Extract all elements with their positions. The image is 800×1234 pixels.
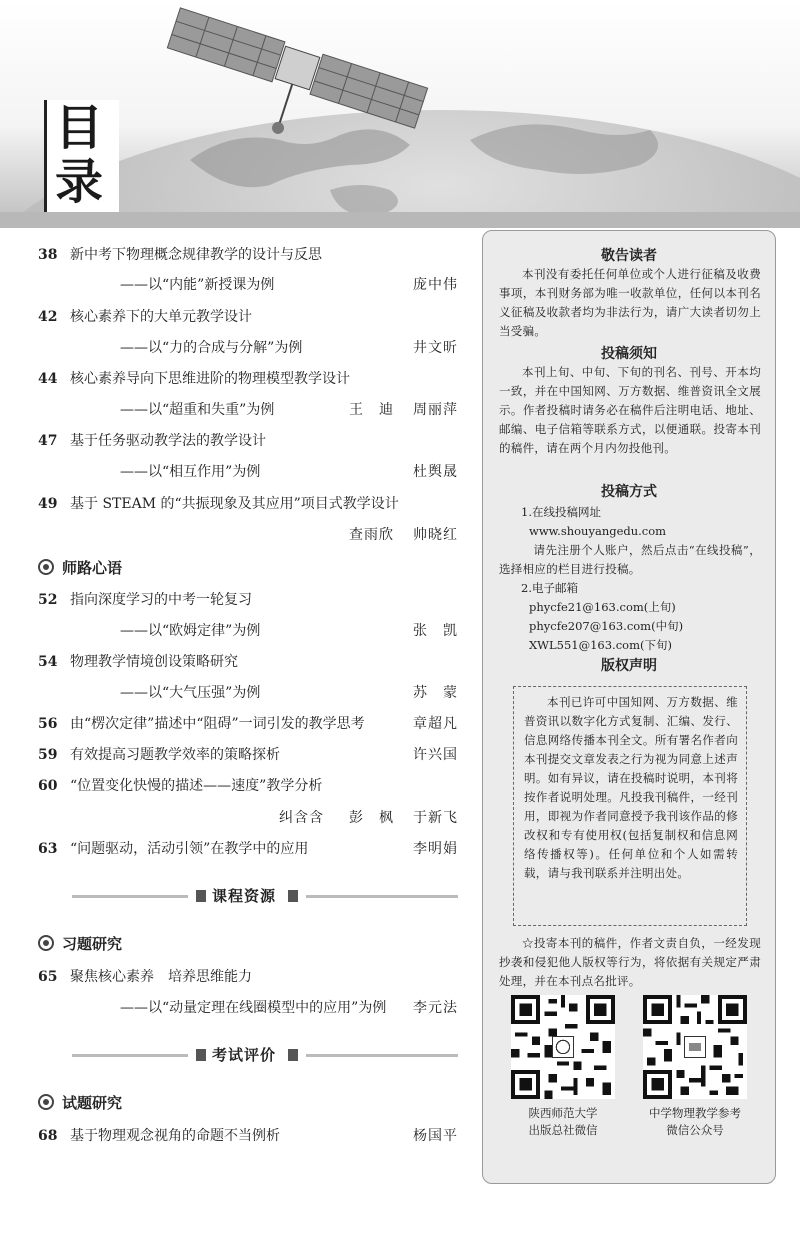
qr-caption-line: 微信公众号 (666, 1123, 724, 1137)
toc-author: 章超凡 (413, 716, 458, 732)
toc-author: 纠含含 (279, 810, 324, 826)
toc-entry-52[interactable] (38, 588, 458, 612)
toc-title: 基于 STEAM 的“共振现象及其应用”项目式教学设计 (70, 496, 399, 512)
toc-entry-44[interactable] (38, 367, 458, 391)
divider-marker-icon (196, 1049, 206, 1061)
toc-page-number: 49 (38, 496, 58, 512)
toc-subtitle-row (38, 996, 458, 1020)
copyright-title: 版权声明 (601, 658, 657, 674)
toc-title: 物理教学情境创设策略研究 (70, 654, 238, 670)
toc-author: 井文昕 (413, 340, 458, 356)
toc-author: 查雨欣 (349, 527, 394, 543)
toc-page-number: 60 (38, 778, 58, 794)
method-title: 投稿方式 (601, 484, 657, 500)
toc-page-number: 38 (38, 247, 58, 263)
toc-page-number: 65 (38, 969, 58, 985)
toc-page-number: 56 (38, 716, 58, 732)
toc-author: 彭 枫 (349, 810, 394, 826)
toc-title: 由“楞次定律”描述中“阻碍”一词引发的教学思考 (70, 716, 365, 732)
divider-label: 课程资源 (212, 887, 277, 905)
toc-entry-60[interactable] (38, 774, 458, 798)
toc-title: “位置变化快慢的描述——速度”教学分析 (70, 778, 323, 794)
section-heading-label: 试题研究 (62, 1094, 123, 1112)
toc-title: 基于任务驱动教学法的教学设计 (70, 433, 266, 449)
toc-page-number: 44 (38, 371, 58, 387)
toc-author: 庞中伟 (413, 277, 458, 293)
email-link[interactable]: phycfe21@163.com(上旬) (529, 600, 676, 614)
toc-page-number: 68 (38, 1128, 58, 1144)
qr-caption-line: 陕西师范大学 (528, 1106, 598, 1120)
toc-author: 李元法 (413, 1000, 458, 1016)
toc-subtitle-row (38, 619, 458, 643)
satellite-banner-image (0, 0, 800, 228)
target-bullet-icon (38, 559, 54, 575)
toc-subtitle: ——以“动量定理在线圈模型中的应用”为例 (120, 1000, 387, 1016)
divider-line (72, 1054, 188, 1057)
divider-label: 考试评价 (212, 1046, 277, 1064)
toc-subtitle: ——以“超重和失重”为例 (120, 402, 275, 418)
toc-subtitle-row (38, 273, 458, 297)
divider-kaoshi (72, 1043, 458, 1067)
warning-text: ☆投寄本刊的稿件，作者文责自负，一经发现抄袭和侵犯他人版权等行为，将依据有关规定严肃处理，并在本刊点名批评。 (499, 936, 761, 988)
method-online-label: 1.在线投稿网址 (521, 505, 601, 519)
divider-marker-icon (288, 890, 298, 902)
toc-entry-68[interactable] (38, 1124, 458, 1148)
toc-page-number: 59 (38, 747, 58, 763)
toc-entry-47[interactable] (38, 429, 458, 453)
toc-author: 李明娟 (413, 841, 458, 857)
toc-author: 帅晓红 (413, 527, 458, 543)
qr-caption-wechat (625, 1105, 765, 1139)
toc-page-number: 54 (38, 654, 58, 670)
notice-text: 本刊没有委托任何单位或个人进行征稿及收费事项，本刊财务部为唯一收款单位，任何以本刊名义征稿及收款者均为非法行为，请广大读者切勿上当受骗。 (499, 267, 761, 338)
title-char-lu: 录 (55, 154, 104, 210)
toc-subtitle-row (38, 398, 458, 422)
toc-subtitle: ——以“大气压强”为例 (120, 685, 261, 701)
qr-code-publisher[interactable] (511, 995, 615, 1099)
method-note: 请先注册个人账户，然后点击“在线投稿”，选择相应的栏目进行投稿。 (499, 543, 761, 576)
divider-marker-icon (288, 1049, 298, 1061)
toc-entry-42[interactable] (38, 305, 458, 329)
target-bullet-icon (38, 1094, 54, 1110)
toc-subtitle: ——以“力的合成与分解”为例 (120, 340, 303, 356)
toc-page-number: 47 (38, 433, 58, 449)
qr-code-wechat[interactable] (643, 995, 747, 1099)
notice-title: 敬告读者 (601, 248, 657, 264)
section-heading-label: 习题研究 (62, 935, 123, 953)
toc-author: 许兴国 (413, 747, 458, 763)
method-email-label: 2.电子邮箱 (521, 581, 578, 595)
qr-code-icon (511, 995, 615, 1099)
toc-entry-54[interactable] (38, 650, 458, 674)
email-link[interactable]: phycfe207@163.com(中旬) (529, 619, 684, 633)
toc-author: 于新飞 (413, 810, 458, 826)
qr-caption-line: 中学物理教学参考 (649, 1106, 741, 1120)
section-heading-shiti (38, 1091, 122, 1115)
copyright-box (513, 686, 747, 926)
divider-line (72, 895, 188, 898)
toc-title: 新中考下物理概念规律教学的设计与反思 (70, 247, 322, 263)
qr-code-icon (643, 995, 747, 1099)
notice-sidebar (482, 230, 776, 1184)
toc-entry-65[interactable] (38, 965, 458, 989)
copyright-text: 本刊已许可中国知网、万方数据、维普资讯以数字化方式复制、汇编、发行、信息网络传播本刊全文。所有署名作者向本刊提交文章发表之行为视为同意上述声明。如有异议，请在投稿时说明，本刊将按作者说明处理。凡投我刊稿件，一经刊用，即视为作者同意授予我刊该作品的修改权和专有使用权(包括复制权和信息网络传播权等)。任何单位和个人如需转载，请与我刊联系并注明出处。 (524, 695, 738, 880)
toc-page-number: 42 (38, 309, 58, 325)
toc-author-row (38, 806, 458, 830)
toc-author: 杨国平 (413, 1128, 458, 1144)
page-title (44, 100, 119, 212)
toc-entry-38[interactable] (38, 243, 458, 267)
submit-text: 本刊上旬、中旬、下旬的刊名、刊号、开本均一致，并在中国知网、万方数据、维普资讯全文展示。作者投稿时请务必在稿件后注明电话、地址、邮编、电子信箱等联系方式，以便通联。投寄本刊的稿件，请在两个月内勿投他刊。 (499, 365, 761, 455)
toc-entry-63[interactable] (38, 837, 458, 861)
submit-title: 投稿须知 (601, 346, 657, 362)
toc-title: 核心素养导向下思维进阶的物理模型教学设计 (70, 371, 350, 387)
toc-entry-59[interactable] (38, 743, 458, 767)
section-heading-label: 师路心语 (62, 559, 123, 577)
toc-subtitle: ——以“相互作用”为例 (120, 464, 261, 480)
toc-author: 周丽萍 (413, 402, 458, 418)
toc-author: 苏 蒙 (413, 685, 458, 701)
toc-title: 有效提高习题教学效率的策略探析 (70, 747, 280, 763)
email-link[interactable]: XWL551@163.com(下旬) (529, 638, 672, 652)
section-heading-shilu (38, 556, 122, 580)
divider-line (306, 1054, 458, 1057)
toc-title: “问题驱动，活动引领”在教学中的应用 (70, 841, 309, 857)
toc-subtitle-row (38, 460, 458, 484)
toc-entry-49[interactable] (38, 492, 458, 516)
toc-subtitle-row (38, 681, 458, 705)
qr-caption-publisher (493, 1105, 633, 1139)
toc-title: 聚焦核心素养 培养思维能力 (70, 969, 252, 985)
toc-title: 基于物理观念视角的命题不当例析 (70, 1128, 280, 1144)
toc-page-number: 52 (38, 592, 58, 608)
divider-kecheng (72, 884, 458, 908)
toc-title: 指向深度学习的中考一轮复习 (70, 592, 252, 608)
qr-caption-line: 出版总社微信 (528, 1123, 598, 1137)
method-url-link[interactable]: www.shouyangedu.com (529, 524, 667, 538)
toc-subtitle-row (38, 336, 458, 360)
toc-subtitle: ——以“欧姆定律”为例 (120, 623, 261, 639)
divider-marker-icon (196, 890, 206, 902)
toc-author: 王 迪 (349, 402, 394, 418)
toc-author-row (38, 523, 458, 547)
toc-author: 杜舆晟 (413, 464, 458, 480)
target-bullet-icon (38, 935, 54, 951)
header-banner (0, 0, 800, 228)
toc-page-number: 63 (38, 841, 58, 857)
toc-author: 张 凯 (413, 623, 458, 639)
toc-entry-56[interactable] (38, 712, 458, 736)
toc-title: 核心素养下的大单元教学设计 (70, 309, 252, 325)
section-heading-xiti (38, 932, 122, 956)
title-char-mu: 目 (55, 100, 104, 156)
divider-line (306, 895, 458, 898)
toc-subtitle: ——以“内能”新授课为例 (120, 277, 275, 293)
